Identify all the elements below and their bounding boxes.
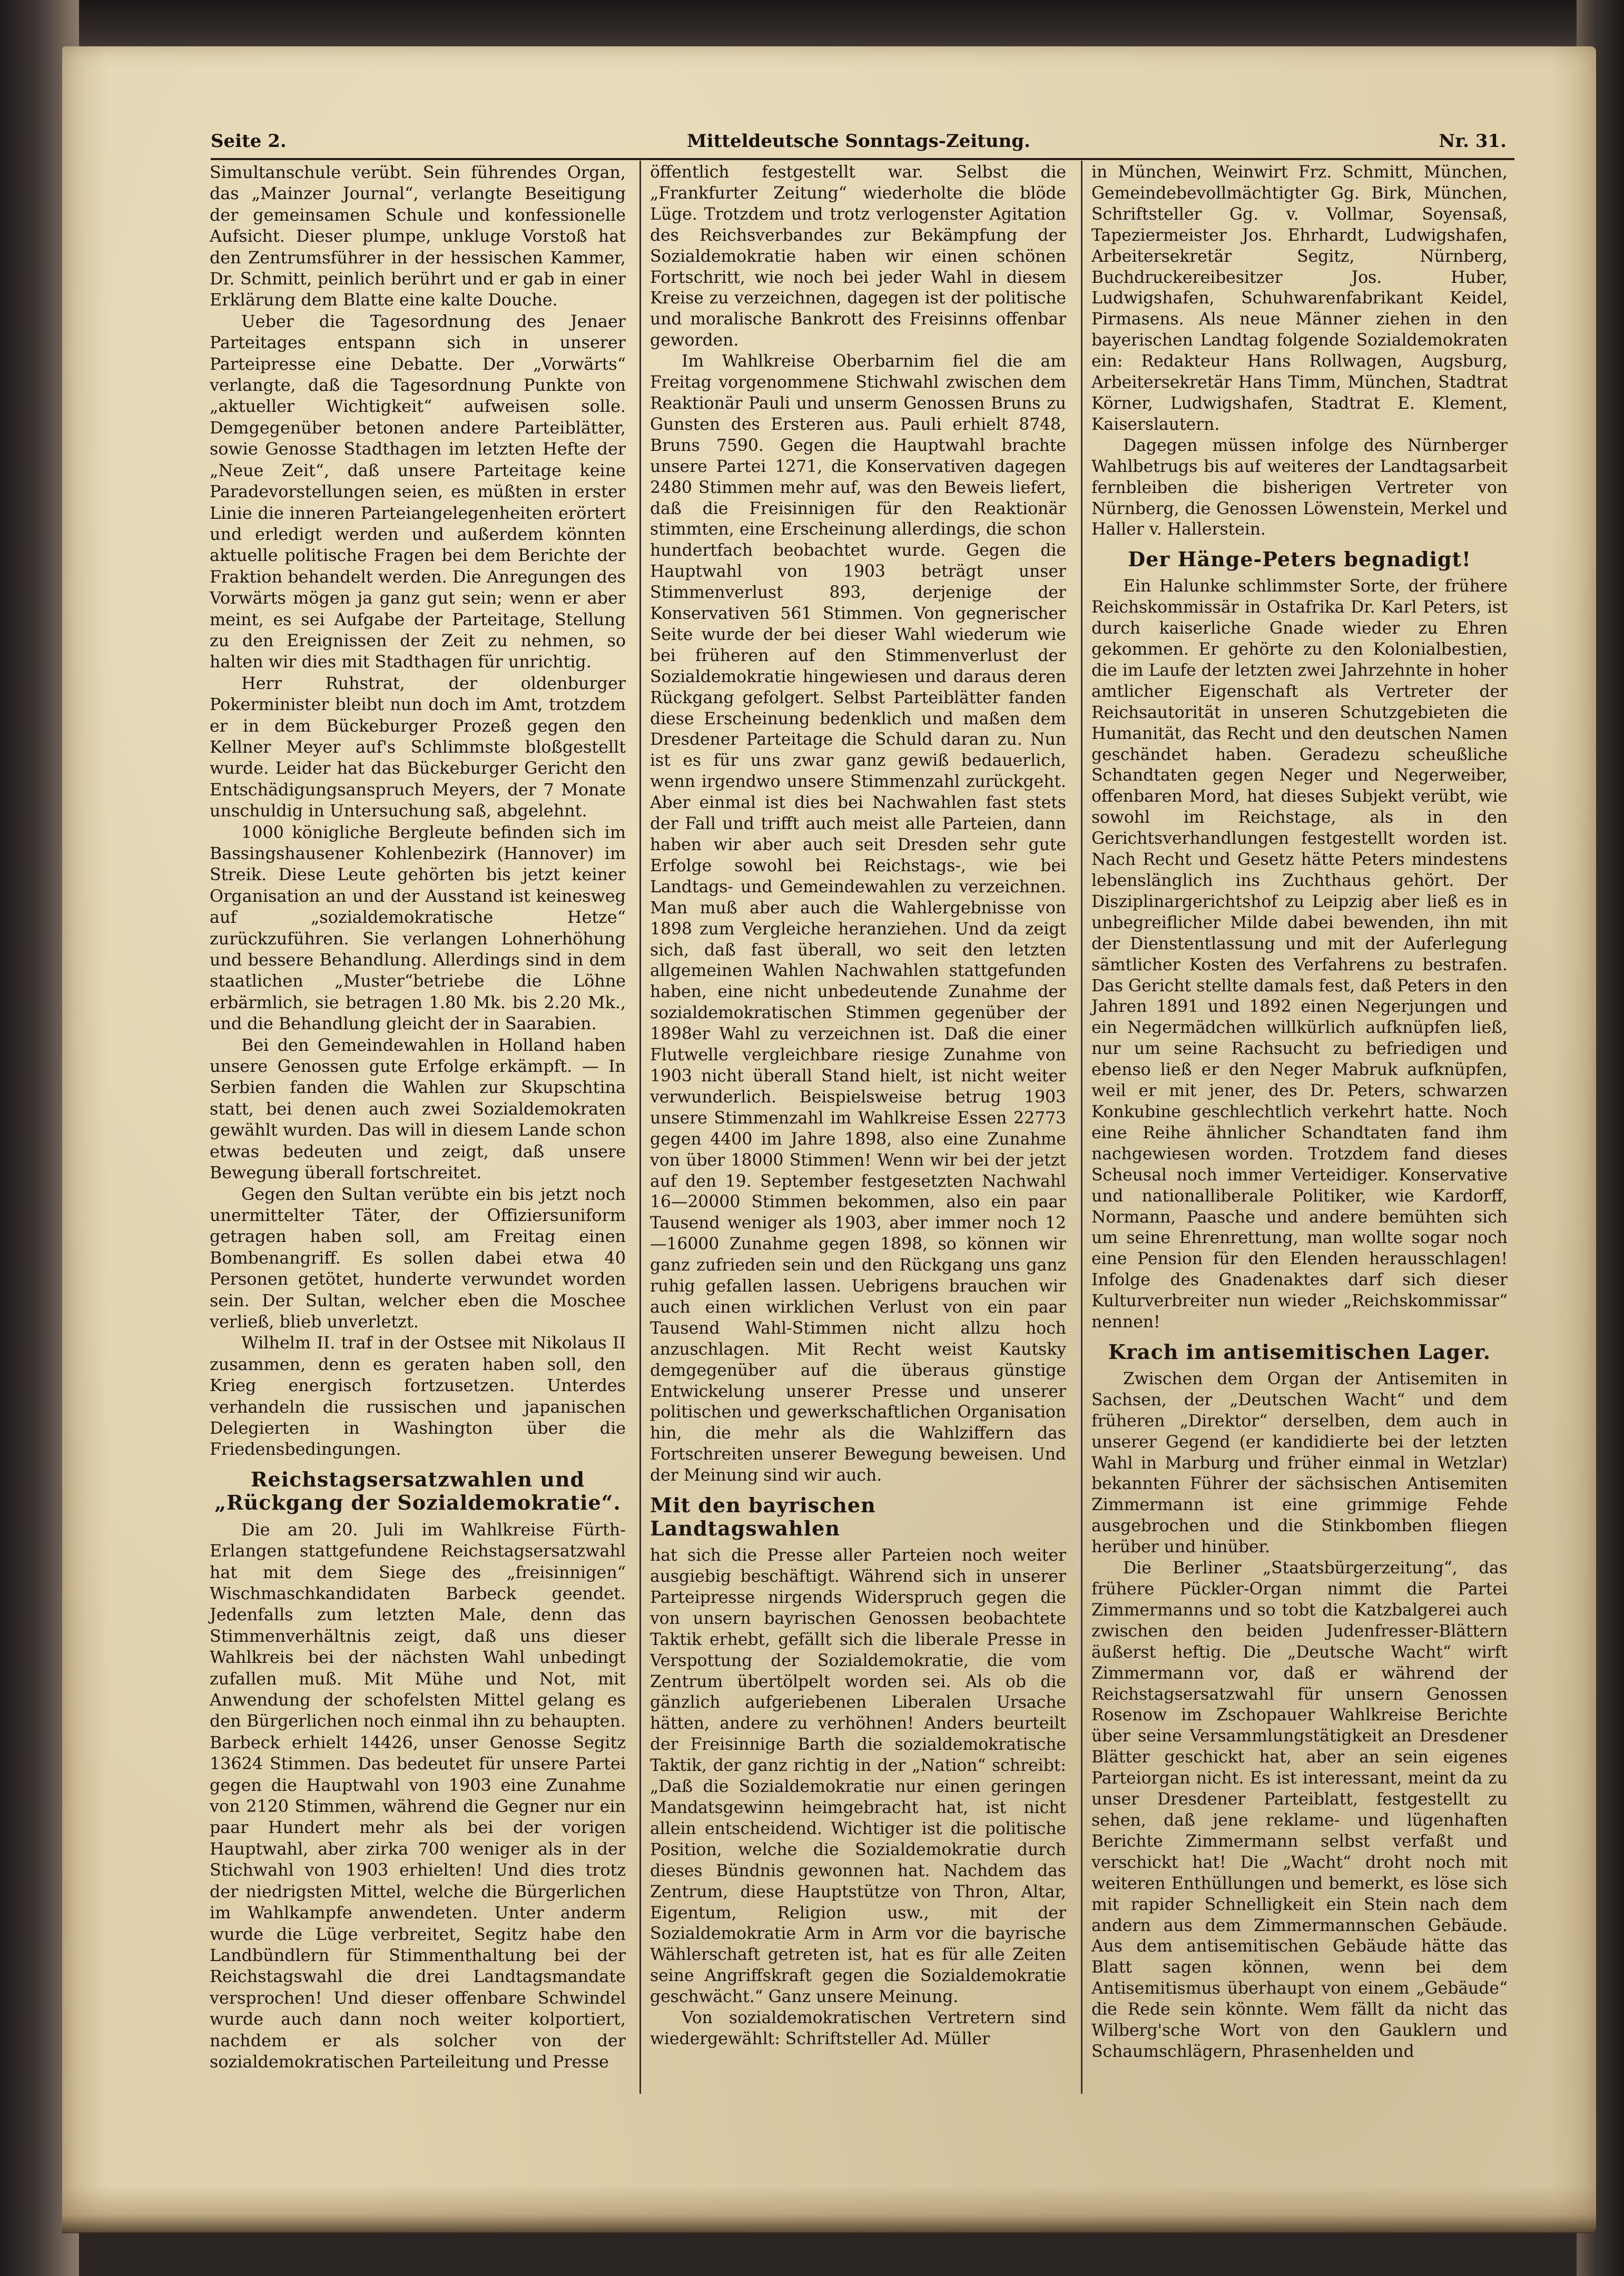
- section-heading: Reichstagsersatzwahlen und „Rückgang der Sozialdemokratie“.: [214, 1467, 621, 1514]
- section-heading: Der Hänge-Peters begnadigt!: [1128, 547, 1471, 572]
- paragraph: Ein Halunke schlimmster Sorte, der frühere Reichskommissär in Ostafrika Dr. Karl Peters, ist durch kaiserliche Gnade wieder zu Ehren gekommen. Er gehörte zu den Kolonialbestien, die im Laufe der letzten zwei Jahrzehnte in hoher amtlicher Eigenschaft als Vertreter der Reichsautorität in unseren Schutzgebieten die Humanität, das Recht und den deutschen Namen geschändet haben. Geradezu scheußliche Schandtaten gegen Neger und Negerweiber, offenbaren Mord, hat dieses Subjekt verübt, wie sowohl im Reichstage, als in den Gerichtsverhandlungen festgestellt worden ist. Nach Recht und Gesetz hätte Peters mindestens lebenslänglich ins Zuchthaus gehört. Der Disziplinargerichtshof zu Leipzig aber ließ es in unbegreiflicher Milde dabei bewenden, ihn mit der Dienstentlassung und mit der Auferlegung sämtlicher Kosten des Verfahrens zu bestrafen. Das Gericht stellte damals fest, daß Peters in den Jahren 1891 und 1892 einen Negerjungen und ein Negermädchen willkürlich aufknüpfen ließ, nur um seine Rachsucht zu befriedigen und ebenso ließ er den Neger Mabruk aufknüpfen, weil er mit jener, des Dr. Peters, schwarzen Konkubine geschlechtlich verkehrt hatte. Noch eine Reihe ähnlicher Schandtaten fand ihm nachgewiesen worden. Trotzdem fand dieses Scheusal noch immer Verteidiger. Konservative und nationalliberale Politiker, wie Kardorff, Normann, Paasche und andere bemühten sich um seine Ehrenrettung, man wollte sogar noch eine Pension für den Elenden herausschlagen! Infolge des Gnadenaktes darf sich dieser Kulturverbreiter nun wieder „Reichskommissar“ nennen!: [1091, 577, 1508, 1332]
- header-rule: [211, 158, 1514, 160]
- page-number: Seite 2.: [211, 131, 287, 152]
- issue-number: Nr. 31.: [1439, 131, 1507, 152]
- paragraph: Im Wahlkreise Oberbarnim fiel die am Freitag vorgenommene Stichwahl zwischen dem Reaktionär Pauli und unserm Genossen Bruns zu Gunsten des Ersteren aus. Pauli erhielt 8748, Bruns 7590. Gegen die Hauptwahl brachte unsere Partei 1271, die Konservativen dagegen 2480 Stimmen mehr auf, was den Beweis liefert, daß die Freisinnigen für den Reaktionär stimmten, eine Erscheinung allerdings, die schon hundertfach beobachtet wurde. Gegen die Hauptwahl von 1903 beträgt unser Stimmenverlust 893, derjenige der Konservativen 561 Stimmen. Von gegnerischer Seite wurde der bei dieser Wahl wiederum wie bei früheren auf den Stimmenverlust der Sozialdemokratie hingewiesen und daraus deren Rückgang gefolgert. Selbst Parteiblätter fanden diese Erscheinung bedenklich und maßen dem Dresdener Parteitage die Schuld daran zu. Nun ist es für uns zwar ganz gewiß bedauerlich, wenn irgendwo unsere Stimmenzahl zurückgeht. Aber einmal ist dies bei Nachwahlen fast stets der Fall und trifft auch meist alle Parteien, dann haben wir aber auch seit Dresden sehr gute Erfolge sowohl bei Reichstags-, wie bei Landtags- und Gemeindewahlen zu verzeichnen. Man muß aber auch die Wahlergebnisse von 1898 zum Vergleiche heranziehen. Und da zeigt sich, daß fast überall, wo seit den letzten allgemeinen Wahlen Nachwahlen stattgefunden haben, eine nicht unbedeutende Zunahme der sozialdemokratischen Stimmen gegenüber der 1898er Wahl zu verzeichnen ist. Daß die einer Flutwelle vergleichbare riesige Zunahme von 1903 nicht überall Stand hielt, ist nicht weiter verwunderlich. Beispielsweise betrug 1903 unsere Stimmenzahl im Wahlkreise Essen 22773 gegen 4400 im Jahre 1898, also eine Zunahme von über 18000 Stimmen! Wenn wir bei der jetzt auf den 19. September festgesetzten Nachwahl 16—20000 Stimmen bekommen, also ein paar Tausend weniger als 1903, aber immer noch 12—16000 Zunahme gegen 1898, so können wir ganz zufrieden sein und den Rückgang uns ganz ruhig gefallen lassen. Uebrigens brauchen wir auch einen wirklichen Verlust von ein paar Tausend Wahl-Stimmen nicht allzu hoch anzuschlagen. Mit Recht weist Kautsky demgegenüber auf die überaus günstige Entwickelung unserer Presse und unserer politischen und gewerkschaftlichen Organisation hin, die mehr als die Wahlziffern das Fortschreiten unserer Bewegung beweisen. Und der Meinung sind wir auch.: [650, 352, 1066, 1485]
- section-heading: Krach im antisemitischen Lager.: [1108, 1339, 1491, 1364]
- paragraph: Die Berliner „Staatsbürgerzeitung“, das frühere Pückler-Organ nimmt die Partei Zimmermanns und so tobt die Katzbalgerei auch zwischen den beiden Judenfresser-Blättern äußerst heftig. Die „Deutsche Wacht“ wirft Zimmermann vor, daß er während der Reichstagsersatzwahl für unsern Genossen Rosenow im Zschopauer Wahlkreise Berichte über seine Versammlungstätigkeit an Dresdener Blätter geschickt hat, aber an sein eigenes Parteiorgan nicht. Es ist interessant, meint da zu unser Dresdener Parteiblatt, festgestellt zu sehen, daß jene reklame- und lügenhaften Berichte Zimmermann selbst verfaßt und verschickt hat! Die „Wacht“ droht noch mit weiteren Enthüllungen und bemerkt, es löse sich mit rapider Schnelligkeit ein Stein nach dem andern aus dem Zimmermannschen Gebäude. Aus dem antisemitischen Gebäude hätte das Blatt sagen können, wenn bei dem Antisemitismus überhaupt von einem „Gebäude“ die Rede sein könnte. Wem fällt da nicht das Wilberg'sche Wort von den Gauklern und Schaumschlägern, Phrasenhelden und: [1091, 1559, 1508, 2061]
- paragraph: Die am 20. Juli im Wahlkreise Fürth-Erlangen stattgefundene Reichstagsersatzwahl hat mit dem Siege des „freisinnigen“ Wischmaschkandidaten Barbeck geendet. Jedenfalls zum letzten Male, denn das Stimmenverhältnis zeigt, daß uns dieser Wahlkreis bei der nächsten Wahl unbedingt zufallen muß. Mit Mühe und Not, mit Anwendung der schofelsten Mittel gelang es den Bürgerlichen noch einmal ihn zu behaupten. Barbeck erhielt 14426, unser Genosse Segitz 13624 Stimmen. Das bedeutet für unsere Partei gegen die Hauptwahl von 1903 eine Zunahme von 2120 Stimmen, während die Gegner nur ein paar Hundert mehr als bei der vorigen Hauptwahl, aber zirka 700 weniger als in der Stichwahl von 1903 erhielten! Und dies trotz der niedrigsten Mittel, welche die Bürgerlichen im Wahlkampfe anwendeten. Unter anderm wurde die Lüge verbreitet, Segitz habe den Landbündlern für Stimmenthaltung bei der Reichstagswahl die drei Landtagsmandate versprochen! Und dieser offenbare Schwindel wurde auch dann noch weiter kolportiert, nachdem er als solcher von der sozialdemokratischen Parteileitung und Presse: [210, 1520, 626, 2072]
- text-column-3: [1091, 162, 1508, 2063]
- paragraph: öffentlich festgestellt war. Selbst die „Frankfurter Zeitung“ wiederholte die blöde Lüge. Trotzdem und trotz verlogenster Agitation des Reichsverbandes zur Bekämpfung der Sozialdemokratie haben wir einen schönen Fortschritt, wie noch bei jeder Wahl in diesem Kreise zu verzeichnen, dagegen ist der politische und moralische Bankrott des Freisinns offenbar geworden.: [650, 163, 1066, 350]
- text-column-1: [210, 162, 626, 2073]
- paragraph: Gegen den Sultan verübte ein bis jetzt noch unermittelter Täter, der Offiziersuniform getragen haben soll, am Freitag einen Bombenangriff. Es sollen dabei etwa 40 Personen getötet, hunderte verwundet worden sein. Der Sultan, welcher eben die Moschee verließ, blieb unverletzt.: [210, 1184, 626, 1332]
- paragraph: Bei den Gemeindewahlen in Holland haben unsere Genossen gute Erfolge erkämpft. — In Serbien fanden die Wahlen zur Skupschtina statt, bei denen auch zwei Sozialdemokraten gewählt wurden. Das will in diesem Lande schon etwas bedeuten und zeigt, daß unsere Bewegung überall fortschreitet.: [210, 1035, 626, 1183]
- paragraph: Dagegen müssen infolge des Nürnberger Wahlbetrugs bis auf weiteres der Landtagsarbeit fernbleiben die bisherigen Vertreter von Nürnberg, die Genossen Löwenstein, Merkel und Haller v. Hallerstein.: [1091, 436, 1508, 539]
- paragraph: Ueber die Tagesordnung des Jenaer Parteitages entspann sich in unserer Parteipresse eine Debatte. Der „Vorwärts“ verlangte, daß die Tagesordnung Punkte von „aktueller Wichtigkeit“ aufweisen solle. Demgegenüber betonen andere Parteiblätter, sowie Genosse Stadthagen im letzten Hefte der „Neue Zeit“, daß unsere Parteitage keine Paradevorstellungen seien, es müßten in erster Linie die inneren Parteiangelegenheiten erörtert und erledigt werden und außerdem könnten aktuelle politische Fragen bei dem Berichte der Fraktion behandelt werden. Die Anregungen des Vorwärts mögen ja ganz gut sein; wenn er aber meint, es sei Aufgabe der Parteitage, Stellung zu den Ereignissen der Zeit zu nehmen, so halten wir dies mit Stadthagen für unrichtig.: [210, 311, 626, 672]
- running-header: [211, 131, 1507, 155]
- paragraph: in München, Weinwirt Frz. Schmitt, München, Gemeindebevollmächtigter Gg. Birk, München, Schriftsteller Gg. v. Vollmar, Soyensaß, Tapeziermeister Jos. Ehrhardt, Ludwigshafen, Arbeitersekretär Segitz, Nürnberg, Buchdruckereibesitzer Jos. Huber, Ludwigshafen, Schuhwarenfabrikant Keidel, Pirmasens. Als neue Männer ziehen in den bayerischen Landtag folgende Sozialdemokraten ein: Redakteur Hans Rollwagen, Augsburg, Arbeitersekretär Hans Timm, München, Stadtrat Körner, Ludwigshafen, Stadtrat E. Klement, Kaiserslautern.: [1091, 163, 1508, 434]
- paragraph: Herr Ruhstrat, der oldenburger Pokerminister bleibt nun doch im Amt, trotzdem er in dem Bückeburger Prozeß gegen den Kellner Meyer auf's Schlimmste bloßgestellt wurde. Leider hat das Bückeburger Gericht den Entschädigungsanspruch Meyers, der 7 Monate unschuldig in Untersuchung saß, abgelehnt.: [210, 673, 626, 821]
- paragraph: Von sozialdemokratischen Vertretern sind wiedergewählt: Schriftsteller Ad. Müller: [650, 2008, 1066, 2048]
- paragraph: Wilhelm II. traf in der Ostsee mit Nikolaus II zusammen, denn es geraten haben soll, den Krieg energisch fortzusetzen. Unterdes verhandeln die russischen und japanischen Delegierten in Washington über die Friedensbedingungen.: [210, 1333, 626, 1460]
- text-column-2: [650, 162, 1066, 2050]
- section-heading: Mit den bayrischen Landtagswahlen: [650, 1493, 876, 1541]
- paragraph: Zwischen dem Organ der Antisemiten in Sachsen, der „Deutschen Wacht“ und dem früheren „Direktor“ derselben, dem auch in unserer Gegend (er kandidierte bei der letzten Wahl in Marburg und früher einmal in Wetzlar) bekannten Führer der sächsischen Antisemiten Zimmermann ist eine grimmige Fehde ausgebrochen und die Stinkbomben fliegen herüber und hinüber.: [1091, 1369, 1508, 1557]
- newspaper-title: Mitteldeutsche Sonntags-Zeitung.: [687, 131, 1030, 152]
- column-divider: [1081, 161, 1082, 2094]
- page-bottom-edge: [62, 2186, 1596, 2233]
- paragraph: 1000 königliche Bergleute befinden sich im Bassingshausener Kohlenbezirk (Hannover) im Streik. Diese Leute gehörten bis jetzt keiner Organisation an und der Ausstand ist keinesweg auf „sozialdemokratische Hetze“ zurückzuführen. Sie verlangen Lohnerhöhung und bessere Behandlung. Allerdings sind in dem staatlichen „Muster“betriebe die Löhne erbärmlich, sie betragen 1.80 Mk. bis 2.20 Mk., und die Behandlung gleicht der in Saarabien.: [210, 822, 626, 1034]
- paragraph: hat sich die Presse aller Parteien noch weiter ausgiebig beschäftigt. Während sich in unserer Parteipresse nirgends Widerspruch gegen die von unsern bayrischen Genossen beobachtete Taktik erhebt, gefällt sich die liberale Presse in Verspottung der Sozialdemokratie, die vom Zentrum übertölpelt worden sei. Als ob die gänzlich aufgeriebenen Liberalen Ursache hätten, andere zu verhöhnen! Anders beurteilt der Freisinnige Barth die sozialdemokratische Taktik, der ganz richtig in der „Nation“ schreibt: „Daß die Sozialdemokratie nur einen geringen Mandatsgewinn heimgebracht hat, ist nicht allein entscheidend. Wichtiger ist die politische Position, welche die Sozialdemokratie durch dieses Bündnis gewonnen hat. Nachdem das Zentrum, diese Hauptstütze von Thron, Altar, Eigentum, Religion usw., mit der Sozialdemokratie Arm in Arm vor die bayrische Wählerschaft getreten ist, hat es für alle Zeiten seine Angriffskraft gegen die Sozialdemokratie geschwächt.“ Ganz unsere Meinung.: [650, 1546, 1066, 2007]
- column-divider: [639, 161, 641, 2094]
- paragraph: Simultanschule verübt. Sein führendes Organ, das „Mainzer Journal“, verlangte Beseitigung der gemeinsamen Schule und konfessionelle Aufsicht. Dieser plumpe, unkluge Vorstoß hat den Zentrumsführer in der hessischen Kammer, Dr. Schmitt, peinlich berührt und er gab in einer Erklärung dem Blatte eine kalte Douche.: [210, 163, 626, 310]
